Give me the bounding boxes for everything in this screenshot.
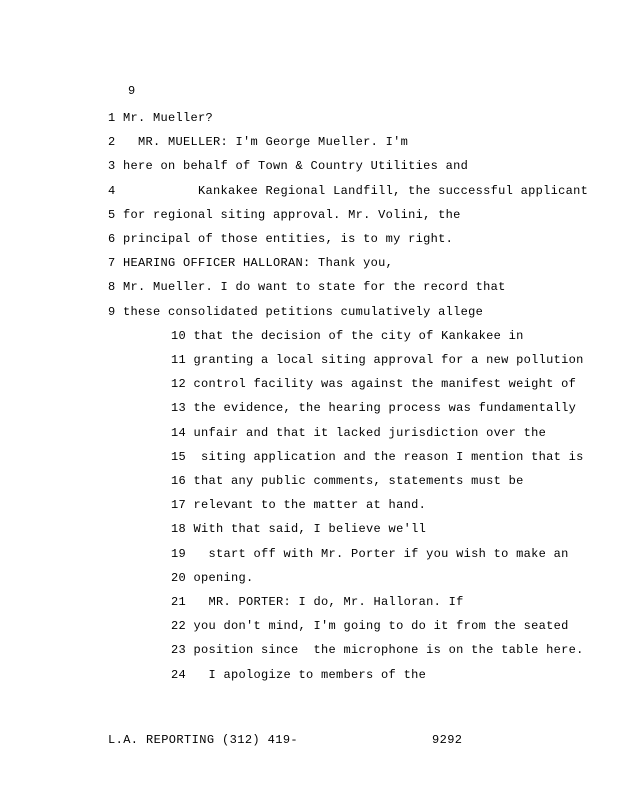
line-number: 20 — [171, 570, 187, 585]
transcript-line — [171, 571, 254, 585]
transcript-line — [171, 329, 524, 343]
transcript-line — [108, 305, 483, 319]
footer-reporter: L.A. REPORTING (312) 419- — [108, 733, 299, 747]
line-number: 17 — [171, 498, 187, 513]
transcript-line — [108, 159, 468, 173]
line-text: Mr. Mueller? — [123, 111, 214, 125]
line-text: I apologize to members of the — [193, 667, 427, 682]
transcript-line — [171, 426, 546, 440]
line-number: 6 — [108, 232, 116, 246]
line-number: 9 — [108, 304, 116, 319]
line-text: principal of those entities, is to my right. — [123, 232, 454, 246]
line-number: 8 — [108, 280, 116, 295]
footer-phone-suffix: 9292 — [432, 733, 463, 747]
transcript-line — [171, 377, 576, 391]
line-number: 23 — [171, 643, 187, 658]
line-number: 22 — [171, 619, 187, 634]
line-number: 19 — [171, 546, 187, 561]
line-number: 21 — [171, 595, 187, 609]
line-text: here on behalf of Town & Country Utilities and — [123, 159, 469, 174]
line-text: MR. PORTER: I do, Mr. Halloran. If — [193, 595, 464, 609]
line-number: 12 — [171, 377, 187, 392]
line-text: With that said, I believe we'll — [193, 522, 427, 537]
line-text: that the decision of the city of Kankakee in — [193, 328, 524, 343]
transcript-line — [108, 208, 461, 222]
line-number: 15 — [171, 449, 187, 464]
line-text: unfair and that it lacked jurisdiction over the — [193, 425, 547, 440]
line-text: Mr. Mueller. I do want to state for the record that — [123, 280, 506, 295]
line-text: Kankakee Regional Landfill, the successful applicant — [123, 183, 589, 198]
line-text: siting application and the reason I mention that is — [193, 449, 584, 464]
transcript-line — [171, 595, 464, 609]
line-number: 24 — [171, 667, 187, 682]
line-number: 16 — [171, 474, 187, 488]
transcript-line — [171, 474, 524, 488]
line-text: you don't mind, I'm going to do it from the seated — [193, 619, 569, 634]
line-text: for regional siting approval. Mr. Volini, the — [123, 207, 461, 222]
transcript-line — [171, 619, 569, 633]
transcript-line — [108, 135, 408, 149]
transcript-line — [171, 643, 584, 657]
transcript-line — [108, 232, 453, 246]
line-text: opening. — [193, 570, 254, 585]
line-text: relevant to the matter at hand. — [193, 498, 427, 513]
transcript-line — [171, 498, 426, 512]
transcript-line — [108, 184, 588, 198]
line-text: position since the microphone is on the table here. — [193, 643, 584, 658]
line-number: 4 — [108, 183, 116, 198]
line-text: granting a local siting approval for a new pollution — [193, 353, 584, 367]
line-text: the evidence, the hearing process was fundamentally — [193, 401, 577, 416]
line-number: 2 — [108, 135, 116, 150]
transcript-line — [171, 668, 426, 682]
transcript-line — [108, 280, 506, 294]
line-text: that any public comments, statements must be — [193, 474, 524, 488]
line-text: MR. MUELLER: I'm George Mueller. I'm — [123, 135, 409, 150]
line-text: start off with Mr. Porter if you wish to make an — [193, 546, 569, 561]
line-number: 5 — [108, 207, 116, 222]
line-number: 1 — [108, 111, 116, 125]
transcript-line — [108, 256, 393, 270]
line-text: these consolidated petitions cumulatively allege — [123, 304, 484, 319]
line-text: control facility was against the manifest weight of — [193, 377, 577, 392]
line-number: 13 — [171, 401, 187, 416]
line-number: 11 — [171, 353, 187, 367]
transcript-line — [171, 401, 576, 415]
page-number: 9 — [128, 84, 136, 98]
transcript-line — [171, 450, 584, 464]
line-number: 18 — [171, 522, 187, 537]
transcript-line — [171, 353, 584, 367]
line-text: HEARING OFFICER HALLORAN: Thank you, — [123, 256, 394, 271]
line-number: 10 — [171, 328, 187, 343]
line-number: 7 — [108, 256, 116, 271]
line-number: 3 — [108, 159, 116, 174]
line-number: 14 — [171, 425, 187, 440]
transcript-line — [171, 522, 426, 536]
transcript-line — [171, 547, 569, 561]
transcript-line — [108, 111, 213, 125]
